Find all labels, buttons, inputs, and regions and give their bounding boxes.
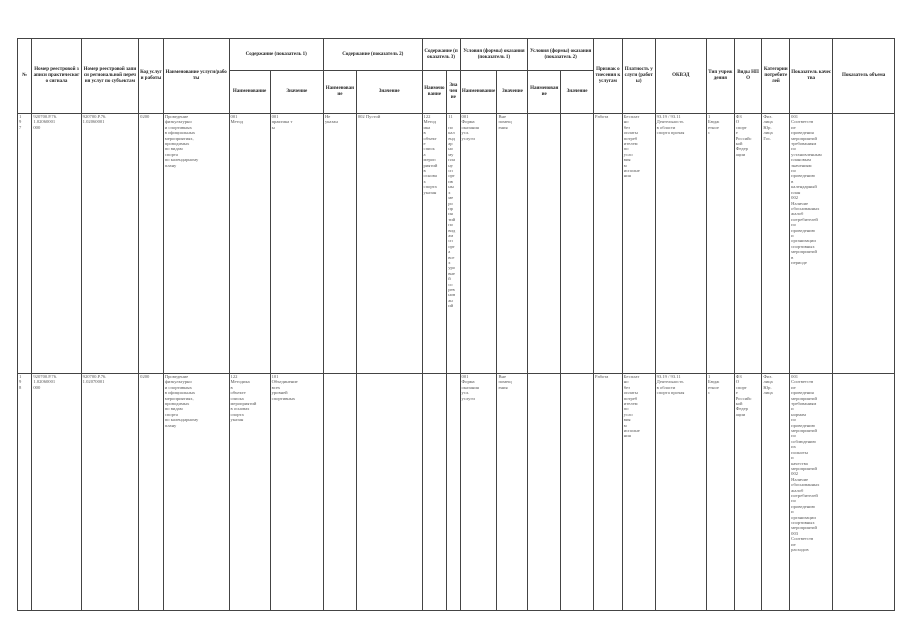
col-c3-name: Наименование xyxy=(422,71,447,114)
table-row xyxy=(18,374,895,611)
cell-f1-value: Вне помещ ения xyxy=(497,114,528,374)
cell-f1-name: 001 Форма оказания усл. услуги xyxy=(460,114,497,374)
cell-type: 1 Бюдж етное с xyxy=(706,374,734,611)
col-content3: Содержание (показатель 3) xyxy=(422,39,460,71)
cell-f2-name xyxy=(528,114,561,374)
document-sheet xyxy=(17,38,895,612)
cell-okved: 93.19 / 93.11 Деятельность в области спорта прочая xyxy=(655,114,706,374)
cell-c2-name xyxy=(323,374,356,611)
col-f1-name: Наименование xyxy=(460,71,497,114)
col-payment: Платность услуги (работы) xyxy=(622,39,655,114)
cell-c3-name xyxy=(422,374,447,611)
cell-reg-number: 920700.Р.76. 1.02060001 xyxy=(81,114,139,374)
cell-okved: 93.19 / 93.11 Деятельность в области спорта прочая xyxy=(655,374,706,611)
cell-code: 0200 xyxy=(139,114,164,374)
cell-f1-name: 001 Форма оказания усл. услуги xyxy=(460,374,497,611)
cell-f2-value xyxy=(561,374,594,611)
table-row xyxy=(18,114,895,374)
cell-c2-name: Не указан xyxy=(323,114,356,374)
cell-c2-value xyxy=(356,374,422,611)
cell-categories: Физ. лица Юр. лица xyxy=(762,374,790,611)
cell-payment: Бесплат но без оплаты потреб ителем по усло вия м исполне ния xyxy=(622,374,655,611)
col-f2-value: Значение xyxy=(561,71,594,114)
col-type: Тип учреждения xyxy=(706,39,734,114)
col-content2: Содержание (показатель 2) xyxy=(323,39,422,71)
header-row-1 xyxy=(18,39,895,71)
col-sign: Признак отнесения к услугам xyxy=(594,39,623,114)
cell-f1-value: Вне помещ ения xyxy=(497,374,528,611)
cell-volume xyxy=(833,114,895,374)
cell-payment: Бесплат но без оплаты потреб ителем по усло вия м исполне ния xyxy=(622,114,655,374)
cell-c3-value: 11 по кал енд ар но му пла ну сп орт ив ны х ме ро пр ия тий по вид ам сп орт а все х уро вне й со рев нов ан ий xyxy=(447,114,460,374)
cell-name: Проведение физкультурно и спортивных в официальных мероприятиях, проводимых по видам спорта по календарному плану xyxy=(163,374,229,611)
cell-reg-entry: 920700.Р.76. 1.02060001 000 xyxy=(32,374,81,611)
col-c1-name: Наименование xyxy=(229,71,270,114)
cell-volume xyxy=(833,374,895,611)
col-c3-value: Значение xyxy=(447,71,460,114)
cell-sign: Работа xyxy=(594,114,623,374)
cell-acts: ФЗ О спорт е Российс кой Федер ации xyxy=(734,114,762,374)
cell-c3-name: 122 Метод ика в объект е списк а мероп риятий в основа х спорта указан xyxy=(422,114,447,374)
col-c2-name: Наименование xyxy=(323,71,356,114)
col-content1: Содержание (показатель 1) xyxy=(229,39,323,71)
cell-c1-value: 101 Объединение всех уровней спортивных xyxy=(270,374,323,611)
col-okved: ОКВЭД xyxy=(655,39,706,114)
cell-sign: Работа xyxy=(594,374,623,611)
col-f1-value: Значение xyxy=(497,71,528,114)
cell-c3-value xyxy=(447,374,460,611)
col-name: Наименование услуги/работы xyxy=(163,39,229,114)
col-reg-entry: Номер реестровой записи практического сигнала xyxy=(32,39,81,114)
cell-c1-name: 122 Методика в объекте списка мероприятий в основах спорта указан xyxy=(229,374,270,611)
cell-reg-number: 920700.Р.76. 1.02070001 xyxy=(81,374,139,611)
cell-num: 1 9 8 xyxy=(18,374,32,611)
cell-c2-value: 002 Пустой xyxy=(356,114,422,374)
cell-acts: ФЗ О спорт е Российс кой Федер ации xyxy=(734,374,762,611)
cell-f2-name xyxy=(528,374,561,611)
col-volume: Показатель объема xyxy=(833,39,895,114)
col-reg-number: Номер реестровой записи региональной перечня услуг по субъектам xyxy=(81,39,139,114)
col-cond1: Условия (формы) оказания (показатель 1) xyxy=(460,39,528,71)
cell-code: 0200 xyxy=(139,374,164,611)
cell-f2-value xyxy=(561,114,594,374)
col-num: № xyxy=(18,39,32,114)
cell-name: Проведение физкультурно и спортивных в официальных мероприятиях, проводимых по видам спорта по календарному плану xyxy=(163,114,229,374)
cell-quality: 001 Соответств ие проведения мероприятий требованиям и нормам по проведению мероприятий по соблюдению их полноты и качества мероприятий 002 Наличие обоснованных жалоб потребителей по проведению и организации спортивных мероприятий 003 Соответств ие расходов xyxy=(790,374,833,611)
col-acts: Виды НПО xyxy=(734,39,762,114)
cell-quality: 001 Соответств ие проведения мероприятий требованиям по установленным плановым значениям по проведению в календарный план 002 Наличие обоснованных жалоб потребителей по проведению и организации спортивных мероприятий в периоде xyxy=(790,114,833,374)
col-f2-name: Наименование xyxy=(528,71,561,114)
col-code: Код услуги работы xyxy=(139,39,164,114)
col-categories: Категории потребителей xyxy=(762,39,790,114)
cell-reg-entry: 920700.Р.76. 1.02060001 000 xyxy=(32,114,81,374)
col-cond2: Условия (формы) оказания (показатель 2) xyxy=(528,39,594,71)
cell-categories: Физ. лица Юр. лица Гос. xyxy=(762,114,790,374)
col-quality: Показатель качества xyxy=(790,39,833,114)
cell-num: 1 9 7 xyxy=(18,114,32,374)
cell-c1-value: 001 практика т ы xyxy=(270,114,323,374)
registry-table xyxy=(17,38,895,611)
cell-type: 1 Бюдж етное с xyxy=(706,114,734,374)
col-c1-value: Значение xyxy=(270,71,323,114)
cell-c1-name: 001 Метод xyxy=(229,114,270,374)
col-c2-value: Значение xyxy=(356,71,422,114)
